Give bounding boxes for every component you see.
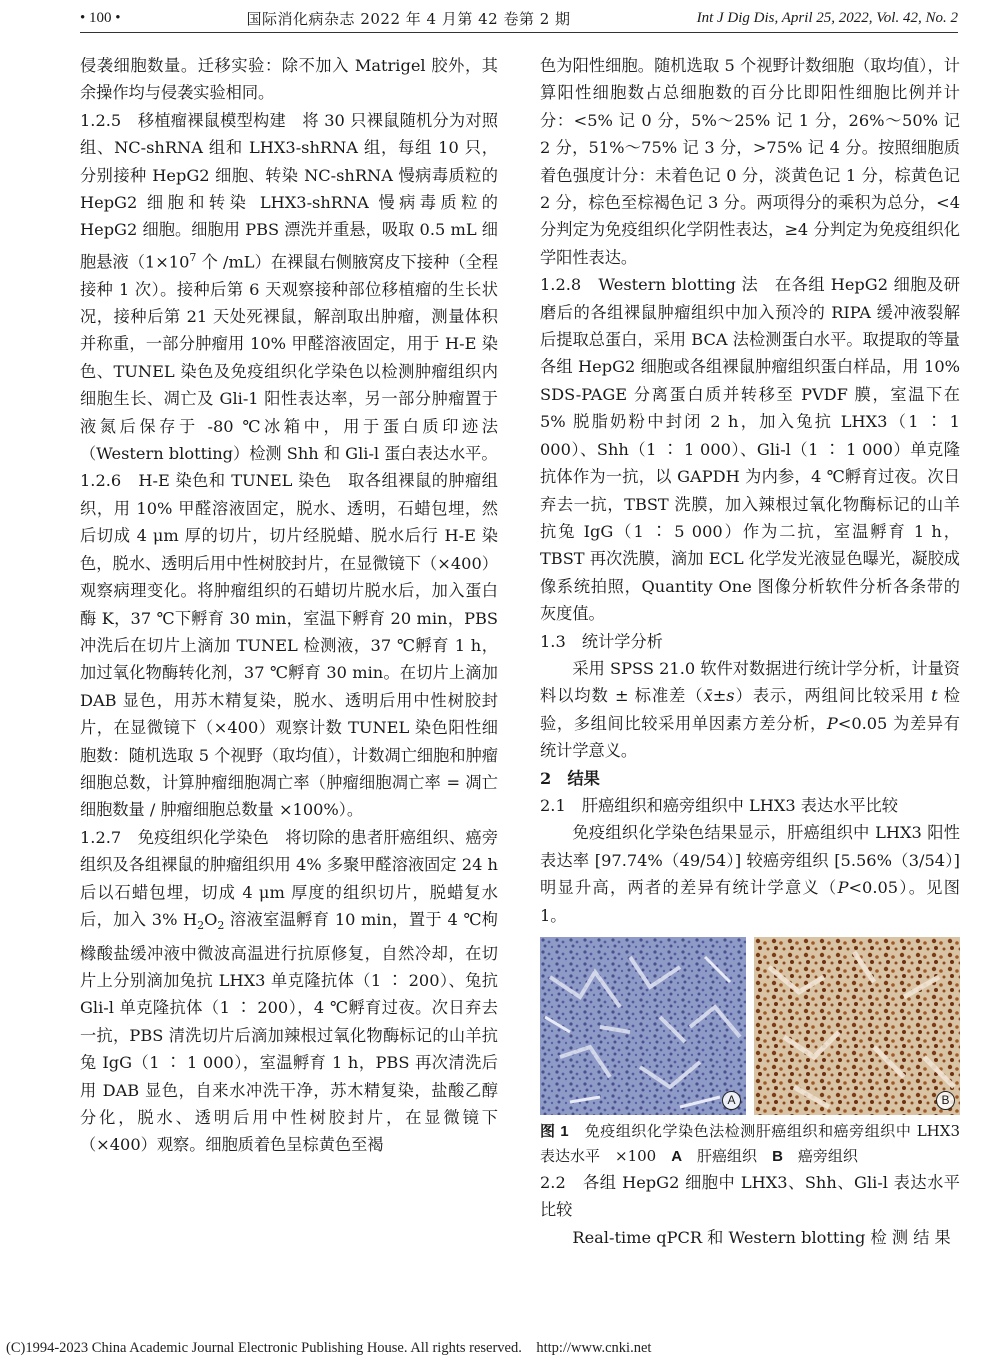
paragraph-text: 将 30 只裸鼠随机分为对照组、NC-shRNA 组和 LHX3-shRNA 组，每组 10 只，分别接种 HepG2 细胞、转染 NC-shRNA 慢病毒质粒的 HepG2 细胞和转染 LHX3-shRNA 慢病毒质粒的 HepG2 细胞。细胞用 PBS 漂洗并重悬，吸取 0.5 mL 细胞悬液（1×10 bbox=[80, 110, 499, 272]
section-heading: 1.2.6 H-E 染色和 TUNEL 染色 bbox=[80, 471, 332, 491]
paragraph-text: <0.05）。见图 1。 bbox=[540, 878, 960, 925]
p-symbol: P bbox=[837, 878, 849, 898]
paragraph-text: 检验，多组间比较采用单因素方差分析， bbox=[540, 686, 960, 733]
paragraph-text: 免疫组织化学染色结果显示，肝癌组织中 LHX3 阳性表达率 [97.74%（49/54）] 较癌旁组织 [5.56%（3/54）] 明显升高，两者的差异有统计学意义（ bbox=[540, 823, 960, 898]
journal-title-en: Int J Dig Dis, April 25, 2022, Vol. 42, No. 2 bbox=[696, 9, 958, 26]
section-heading-2: 2 结果 bbox=[540, 768, 600, 788]
caption-text: 免疫组织化学染色法检测肝癌组织和癌旁组织中 LHX3 表达水平 ×100 bbox=[540, 1122, 960, 1165]
figure-1 bbox=[540, 937, 960, 1115]
page-number: • 100 • bbox=[80, 9, 121, 26]
figure-1-caption bbox=[540, 1119, 960, 1169]
section-heading-2-1: 2.1 肝癌组织和癌旁组织中 LHX3 表达水平比较 bbox=[540, 795, 898, 815]
paragraph-text: <0.05 为差异有统计学意义。 bbox=[540, 713, 960, 761]
panel-label-b: B bbox=[936, 1091, 955, 1110]
mean-sd-symbol: x̄±s bbox=[703, 686, 735, 706]
section-1-2-8 bbox=[540, 271, 960, 627]
paragraph-text: 取各组裸鼠的肿瘤组织，用 10% 甲醛溶液固定，脱水、透明，石蜡包埋，然后切成 4 μm 厚的切片，切片经脱蜡、脱水后行 H-E 染色，脱水、透明后用中性树胶封片，在显微镜下（×400）观察病理变化。将肿瘤组织的石蜡切片脱水后，加入蛋白酶 K，37 ℃下孵育 30 min，室温下孵育 20 min，PBS 冲洗后在切片上滴加 TUNEL 检测液，37 ℃孵育 1 h，加过氧化物酶转化剂，37 ℃孵育 30 min。在切片上滴加 DAB 显色，用苏木精复染，脱水、透明后用中性树胶封片，在显微镜下（×400）观察计数 TUNEL 染色阳性细胞数：随机选取 5 个视野（取均值），计数凋亡细胞和肿瘤细胞总数，计算肿瘤细胞凋亡率（肿瘤细胞凋亡率 = 凋亡细胞数量 / 肿瘤细胞总数量 ×100%）。 bbox=[80, 471, 498, 820]
caption-letter-b: B bbox=[772, 1148, 783, 1165]
superscript: 7 bbox=[189, 250, 197, 264]
caption-text: 癌旁组织 bbox=[782, 1147, 858, 1165]
statistics-paragraph bbox=[540, 655, 960, 765]
paragraph: 色为阳性细胞。随机选取 5 个视野计数细胞（取均值），计算阳性细胞数占总细胞数的百分比即阳性细胞比例并计分：<5% 记 0 分，5%～25% 记 1 分，26%～50% 记 2 分，51%～75% 记 3 分，>75% 记 4 分。按照细胞质着色强度计分：未着色记 0 分，淡黄色记 1 分，棕黄色记 2 分，棕色至棕褐色记 3 分。两项得分的乘积为总分，<4 分判定为免疫组织化学阴性表达，≥4 分判定为免疫组织化学阳性表达。 bbox=[540, 56, 960, 267]
p-symbol: P bbox=[826, 713, 838, 733]
panel-label-a: A bbox=[722, 1091, 741, 1110]
paragraph-text: 个 /mL）在裸鼠右侧腋窝皮下接种（全程接种 1 次）。接种后第 6 天观察接种部位移植瘤的生长状况，接种后第 21 天处死裸鼠，解剖取出肿瘤，测量体积并称重，一部分肿瘤用 10% 甲醛溶液固定，用于 H-E 染色、TUNEL 染色及免疫组织化学染色以检测肿瘤组织内细胞生长、凋亡及 Gli-1 阳性表达率，另一部分肿瘤置于液氮后保存于 -80 ℃冰箱中，用于蛋白质印迹法（Western blotting）检测 Shh 和 Gli-l 蛋白表达水平。 bbox=[80, 252, 499, 464]
caption-letter-a: A bbox=[671, 1148, 683, 1165]
t-symbol: t bbox=[931, 686, 938, 706]
paragraph: Real-time qPCR 和 Western blotting 检 测 结 果 bbox=[572, 1227, 951, 1247]
micrograph-b-image bbox=[754, 937, 960, 1115]
section-heading: 1.2.5 移植瘤裸鼠模型构建 bbox=[80, 110, 286, 130]
section-heading-1-3: 1.3 统计学分析 bbox=[540, 631, 663, 651]
paragraph-text: 在各组 HepG2 细胞及研磨后的各组裸鼠肿瘤组织中加入预冷的 RIPA 缓冲液裂解后提取总蛋白，采用 BCA 法检测蛋白水平。取提取的等量各组 HepG2 细胞或各组裸鼠肿瘤组织蛋白样品，用 10% SDS-PAGE 分离蛋白质并转移至 PVDF 膜，室温下在 5% 脱脂奶粉中封闭 2 h，加入兔抗 LHX3（1 ∶ 1 000）、Shh（1 ∶ 1 000）、Gli-l（1 ∶ 1 000）单克隆抗体作为一抗，以 GAPDH 为内参，4 ℃孵育过夜。次日弃去一抗，TBST 洗膜，加入辣根过氧化物酶标记的山羊抗兔 IgG（1 ∶ 5 000）作为二抗，室温孵育 1 h，TBST 再次洗膜，滴加 ECL 化学发光液显色曝光，凝胶成像系统拍照，Quantity One 图像分析软件分析各条带的灰度值。 bbox=[540, 275, 960, 624]
journal-title-cn: 国际消化病杂志 2022 年 4 月第 42 卷第 2 期 bbox=[246, 9, 571, 28]
subscript: 2 bbox=[197, 919, 205, 933]
micrograph-b bbox=[754, 937, 960, 1115]
paragraph-text: 溶液室温孵育 10 min，置于 4 ℃枸橼酸盐缓冲液中微波高温进行抗原修复，自然冷却，在切片上分别滴加兔抗 LHX3 单克隆抗体（1 ∶ 200）、兔抗 Gli-l 单克隆抗体（1 ∶ 200），4 ℃孵育过夜。次日弃去一抗，PBS 清洗切片后滴加辣根过氧化物酶标记的山羊抗兔 IgG（1 ∶ 1 000），室温孵育 1 h，PBS 再次清洗后用 DAB 显色，自来水冲洗干净，苏木精复染，盐酸乙醇分化，脱水、透明后用中性树胶封片，在显微镜下（×400）观察。细胞质着色呈棕黄色至褐 bbox=[80, 909, 498, 1155]
paragraph-text: ）表示，两组间比较采用 bbox=[734, 686, 932, 706]
paragraph-text: O bbox=[204, 909, 218, 929]
micrograph-a bbox=[540, 937, 746, 1115]
right-column bbox=[540, 52, 960, 1251]
caption-text: 肝癌组织 bbox=[682, 1147, 773, 1165]
results-paragraph bbox=[540, 819, 960, 929]
section-1-2-7 bbox=[80, 824, 498, 1159]
section-heading: 1.2.8 Western blotting 法 bbox=[540, 275, 759, 295]
subscript: 2 bbox=[217, 919, 225, 933]
section-heading: 1.2.7 免疫组织化学染色 bbox=[80, 827, 269, 847]
copyright-footer: (C)1994-2023 China Academic Journal Electronic Publishing House. All rights reserved. http://www.cnki.net bbox=[6, 1340, 652, 1356]
paragraph: 侵袭细胞数量。迁移实验：除不加入 Matrigel 胶外，其余操作均与侵袭实验相同。 bbox=[80, 56, 498, 103]
micrograph-a-image bbox=[540, 937, 746, 1115]
page-header bbox=[80, 4, 958, 33]
left-column bbox=[80, 52, 498, 1159]
paragraph-text: 采用 SPSS 21.0 软件对数据进行统计学分析，计量资料以均数 ± 标准差（ bbox=[540, 658, 960, 706]
paragraph-text: 将切除的患者肝癌组织、癌旁组织及各组裸鼠的肿瘤组织用 4% 多聚甲醛溶液固定 24 h 后以石蜡包埋，切成 4 μm 厚度的组织切片，脱蜡复水后，加入 3% H bbox=[80, 827, 499, 929]
section-1-2-6 bbox=[80, 467, 498, 823]
section-heading-2-2: 2.2 各组 HepG2 细胞中 LHX3、Shh、Gli-l 表达水平比较 bbox=[540, 1173, 960, 1220]
caption-number: 图 1 bbox=[540, 1123, 569, 1140]
section-1-2-5 bbox=[80, 107, 498, 468]
